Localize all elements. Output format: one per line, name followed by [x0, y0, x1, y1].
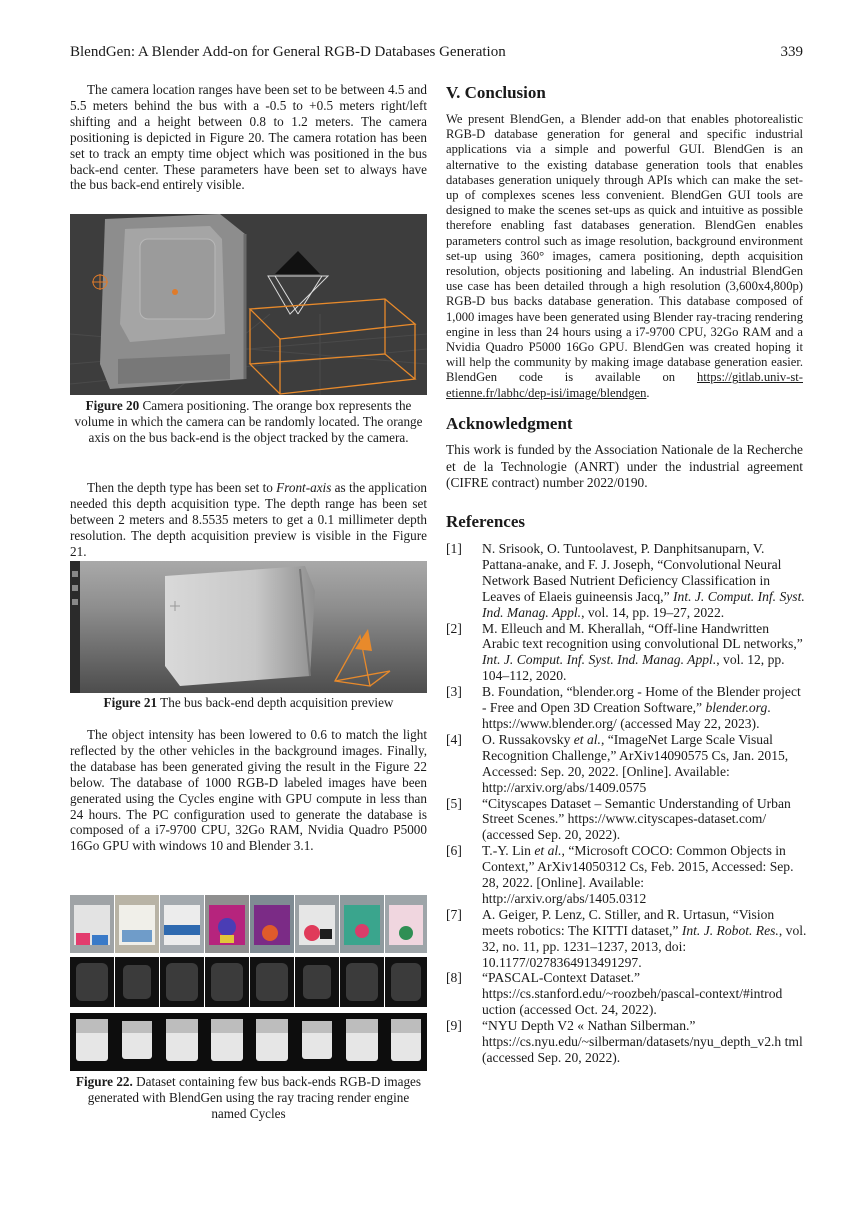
reference-text-end: , vol. 32, no. 11, pp. 1231–1237, 2013, doi: 10.1177/0278364913491297.	[482, 922, 807, 970]
references-section	[446, 512, 803, 532]
reference-text-end: , “Microsoft COCO: Common Objects in Context,” ArXiv14050312 Cs, Feb. 2015, Accessed: Sep. 28, 2022. [Online]. Available: http://arxiv.org/abs/1405.0312	[482, 843, 794, 906]
para2-text-b: as the application needed this depth acquisition type. The depth range has been set between 2 meters and 8.5535 meters to get a 0.1 millimeter depth resolution. The depth acquisition preview is visible in the Figure 21.	[70, 480, 428, 559]
paragraph-text: The camera location ranges have been set to be between 4.5 and 5.5 meters behind the bus with a -0.5 to +0.5 meters right/left shifting and a height between 0.8 to 1.2 meters. The camera positioning is depicted in Figure 20. The camera rotation has been set to track an empty time object which was positioned in the bus back-end center. These parameters have been set to always have the bus back-end entirely visible.	[70, 82, 427, 193]
front-axis-term: Front-axis	[276, 480, 332, 495]
paragraph-camera-location	[70, 82, 427, 193]
reference-number: [9]	[446, 1018, 462, 1034]
acknowledgment-section	[446, 414, 803, 434]
references-list	[446, 541, 808, 1066]
paragraph-depth-type	[70, 480, 427, 560]
reference-journal: blender.org	[705, 700, 768, 716]
figure-22-image	[70, 895, 427, 1073]
para2-text-a: Then the depth type has been set to	[87, 480, 277, 495]
reference-item	[446, 541, 808, 621]
camera-positioning-render	[70, 214, 427, 395]
conclusion-heading: V. Conclusion	[446, 83, 546, 102]
reference-item	[446, 621, 808, 685]
conclusion-section	[446, 83, 803, 103]
reference-item	[446, 732, 808, 796]
reference-journal: Int. J. Comput. Inf. Syst. Ind. Manag. Appl.	[482, 652, 717, 668]
rgb-row	[70, 895, 427, 953]
reference-item	[446, 1018, 808, 1066]
figure-20-label: Figure 20	[85, 398, 140, 413]
figure-22-caption-text: Dataset containing few bus back-ends RGB-D images generated with BlendGen using the ray tracing render engine named Cycles	[87, 1074, 422, 1121]
figure-22-label: Figure 22.	[75, 1074, 133, 1089]
reference-text: M. Elleuch and M. Kherallah, “Off-line Handwritten Arabic text recognition using convolutional DL networks,”	[482, 620, 803, 652]
reference-text-end: , “ImageNet Large Scale Visual Recognition Challenge,” ArXiv14090575 Cs, Jan. 2015, Accessed: Sep. 20, 2022. [Online]. Available: http://arxiv.org/abs/1409.0575	[482, 731, 789, 795]
reference-number: [8]	[446, 970, 462, 986]
figure-22-caption	[70, 1074, 427, 1122]
reference-text: B. Foundation, “blender.org - Home of the Blender project - Free and Open 3D Creation Software,”	[482, 684, 801, 716]
reference-item	[446, 970, 808, 1018]
reference-journal: Int. J. Robot. Res.	[681, 922, 779, 938]
reference-number: [6]	[446, 843, 462, 859]
reference-text-end: . https://www.blender.org/ (accessed May 22, 2023).	[482, 700, 771, 731]
reference-text: A. Geiger, P. Lenz, C. Stiller, and R. Urtasun, “Vision meets robotics: The KITTI dataset,”	[482, 906, 775, 938]
reference-text: N. Srisook, O. Tuntoolavest, P. Danphitsanuparn, V. Pattana-anake, and F. J. Joseph, “Convolutional Neural Network Based Nutrient Deficiency Classification in Leaves of Elaeis guineensis Jacq,”	[482, 541, 782, 604]
figure-20-caption-text: Camera positioning. The orange box represents the volume in which the camera can be randomly located. The orange axis on the bus back-end is the object tracked by the camera.	[74, 398, 423, 445]
figure-20-caption	[70, 398, 427, 446]
reference-journal: et al.	[534, 843, 562, 859]
reference-item	[446, 907, 808, 971]
reference-number: [1]	[446, 541, 462, 556]
figure-21-image	[70, 561, 427, 693]
figure-20-image	[70, 214, 427, 395]
reference-number: [3]	[446, 684, 462, 700]
conclusion-paragraph: We present BlendGen, a Blender add-on that enables photorealistic RGB-D database generation for general and specific industrial applications via a simple and powerful GUI. BlendGen is an alternative to the existing database generation tools that enables databases generation uniquely through APIs which can make the set-up of complexes scenes less convenient. BlendGen GUI tools are designed to make the scenes set-ups as quick and intuitive as possible therefore enabling fast databases generation. BlendGen enables parameters control such as image resolution, background environment set-up using 360° images, camera positioning, depth acquisition resolution, objects positioning and labeling. An industrial BlendGen use case has been detailed through a high resolution (3,600x4,800p) RGB-D bus backs database generation. This database composed of 1,000 images have been generated using Blender ray-tracing rendering engine in less than 24 hours using a i7-9700 CPU, 32Go RAM and a Nvidia Quadro P5000 16Go GPU. BlendGen was created hoping it will help the community by making image database generation easier. BlendGen code is available on https://gitlab.univ-st-etienne.fr/labhc/dep-isi/image/blendgen.	[446, 112, 803, 400]
paragraph-text: The object intensity has been lowered to 0.6 to match the light reflected by the other vehicles in the background images. Finally, the database has been generated giving the result in the Figure 22 below. The database of 1000 RGB-D labeled images have been generated using the Cycles engine with GPU compute in less than 24 hours. The PC configuration used to generate the database is composed of a i7-9700 CPU, 32Go RAM, Nvidia Quadro P5000 16Go GPU with windows 10 and Blender 3.1.	[70, 727, 427, 854]
blendgen-repo-link[interactable]: https://gitlab.univ-st-etienne.fr/labhc/dep-isi/image/blendgen	[446, 370, 803, 400]
reference-number: [5]	[446, 795, 462, 811]
acknowledgment-text: This work is funded by the Association Nationale de la Recherche et de la Technologie (ANRT) under the industrial agreement (CIFRE contract) number 2022/0190.	[446, 442, 803, 491]
reference-number: [4]	[446, 731, 462, 747]
figure-21-caption	[70, 695, 427, 711]
figure-21-label: Figure 21	[103, 695, 158, 710]
paragraph-object-intensity	[70, 727, 427, 854]
running-header	[70, 44, 803, 61]
reference-journal: et al.	[573, 731, 601, 747]
header-title: BlendGen: A Blender Add-on for General RGB-D Databases Generation	[70, 44, 506, 60]
reference-text: T.-Y. Lin	[482, 843, 535, 859]
references-heading: References	[446, 512, 525, 531]
reference-text-end: , vol. 14, pp. 19–27, 2022.	[581, 604, 725, 620]
reference-number: [2]	[446, 620, 462, 636]
reference-text: O. Russakovsky	[482, 731, 574, 747]
reference-text: “Cityscapes Dataset – Semantic Understanding of Urban Street Scenes.” https://www.cityscapes-dataset.com/ (accessed Sep. 20, 2022).	[482, 795, 791, 843]
conclusion-text: We present BlendGen, a Blender add-on that enables photorealistic RGB-D database generation for general and specific industrial applications via a simple and powerful GUI. BlendGen is an alternative to the existing database generation tools that enables databases generation uniquely through APIs which can make the set-up of complexes scenes less convenient. BlendGen GUI tools are designed to make the scenes set-ups as quick and intuitive as possible therefore enabling fast databases generation. BlendGen enables parameters control such as image resolution, background environment set-up using 360° images, camera positioning, depth acquisition resolution, objects positioning and labeling. An industrial BlendGen use case has been detailed through a high resolution (3,600x4,800p) RGB-D bus backs database generation. This database composed of 1,000 images have been generated using Blender ray-tracing rendering engine in less than 24 hours using a i7-9700 CPU, 32Go RAM and a Nvidia Quadro P5000 16Go GPU. BlendGen was created hoping it will help the community by making image database generation easier. BlendGen code is available on	[446, 112, 803, 385]
reference-item	[446, 843, 808, 907]
reference-text: “NYU Depth V2 « Nathan Silberman.” https://cs.nyu.edu/~silberman/datasets/nyu_depth_v2.h tml (accessed Sep. 20, 2022).	[482, 1018, 803, 1065]
acknowledgment-heading: Acknowledgment	[446, 414, 573, 433]
page-number: 339	[780, 44, 803, 60]
reference-item	[446, 684, 808, 732]
dataset-samples-grid	[70, 895, 427, 1073]
depth-preview-render	[70, 561, 427, 693]
figure-21-caption-text: The bus back-end depth acquisition preview	[157, 695, 394, 710]
reference-text-end: , vol. 12, pp. 104–112, 2020.	[482, 652, 785, 684]
reference-item	[446, 796, 808, 844]
acknowledgment-paragraph	[446, 442, 803, 492]
reference-number: [7]	[446, 906, 462, 922]
reference-journal: Int. J. Comput. Inf. Syst. Ind. Manag. Appl.	[482, 588, 805, 620]
reference-text: “PASCAL-Context Dataset.” https://cs.stanford.edu/~roozbeh/pascal-context/#introd uction (accessed Oct. 24, 2022).	[482, 970, 783, 1018]
